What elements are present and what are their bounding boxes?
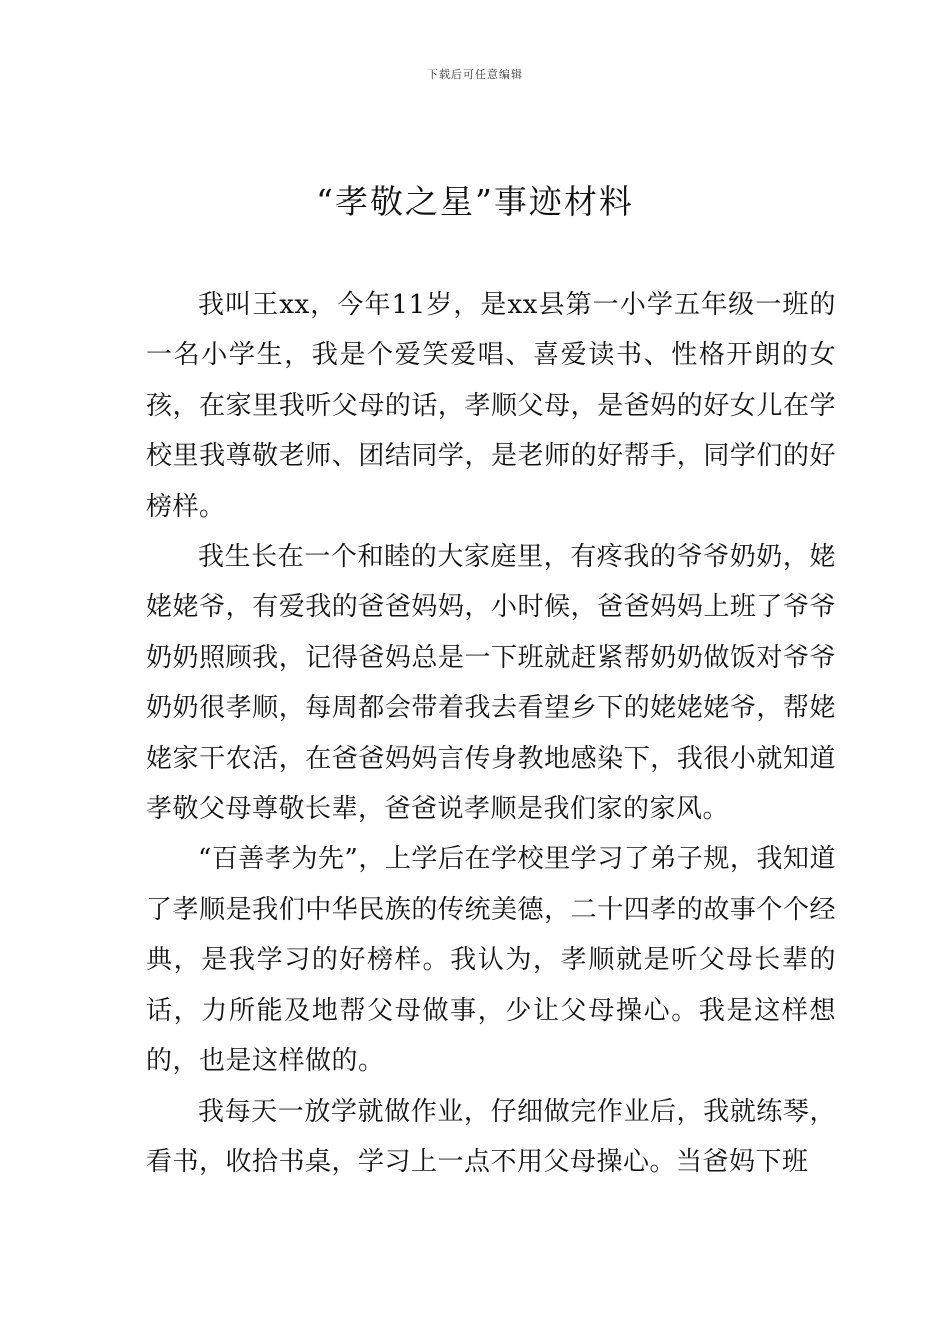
document-title: “孝敬之星”事迹材料	[316, 182, 634, 221]
paragraph: “百善孝为先”，上学后在学校里学习了弟子规，我知道了孝顺是我们中华民族的传统美德，二十四孝的故事个个经典，是我学习的好榜样。我认为，孝顺就是听父母长辈的话，力所能及地帮父母做事，少让父母操心。我是这样想的，也是这样做的。	[146, 844, 836, 1077]
paragraph: 我叫王xx，今年11岁，是xx县第一小学五年级一班的一名小学生，我是个爱笑爱唱、喜爱读书、性格开朗的女孩，在家里我听父母的话，孝顺父母，是爸妈的好女儿在学校里我尊敬老师、团结同学，是老师的好帮手，同学们的好榜样。	[146, 290, 836, 522]
header-note: 下载后可任意编辑	[427, 68, 523, 81]
paragraph: 我生长在一个和睦的大家庭里，有疼我的爷爷奶奶，姥姥姥爷，有爱我的爸爸妈妈，小时候，爸爸妈妈上班了爷爷奶奶照顾我，记得爸妈总是一下班就赶紧帮奶奶做饭对爷爷奶奶很孝顺，每周都会带着我去看望乡下的姥姥姥爷，帮姥姥家干农活，在爸爸妈妈言传身教地感染下，我很小就知道孝敬父母尊敬长辈，爸爸说孝顺是我们家的家风。	[146, 542, 836, 825]
paragraph: 我每天一放学就做作业，仔细做完作业后，我就练琴，看书，收拾书桌，学习上一点不用父母操心。当爸妈下班	[146, 1096, 836, 1177]
document-body	[146, 280, 836, 1187]
